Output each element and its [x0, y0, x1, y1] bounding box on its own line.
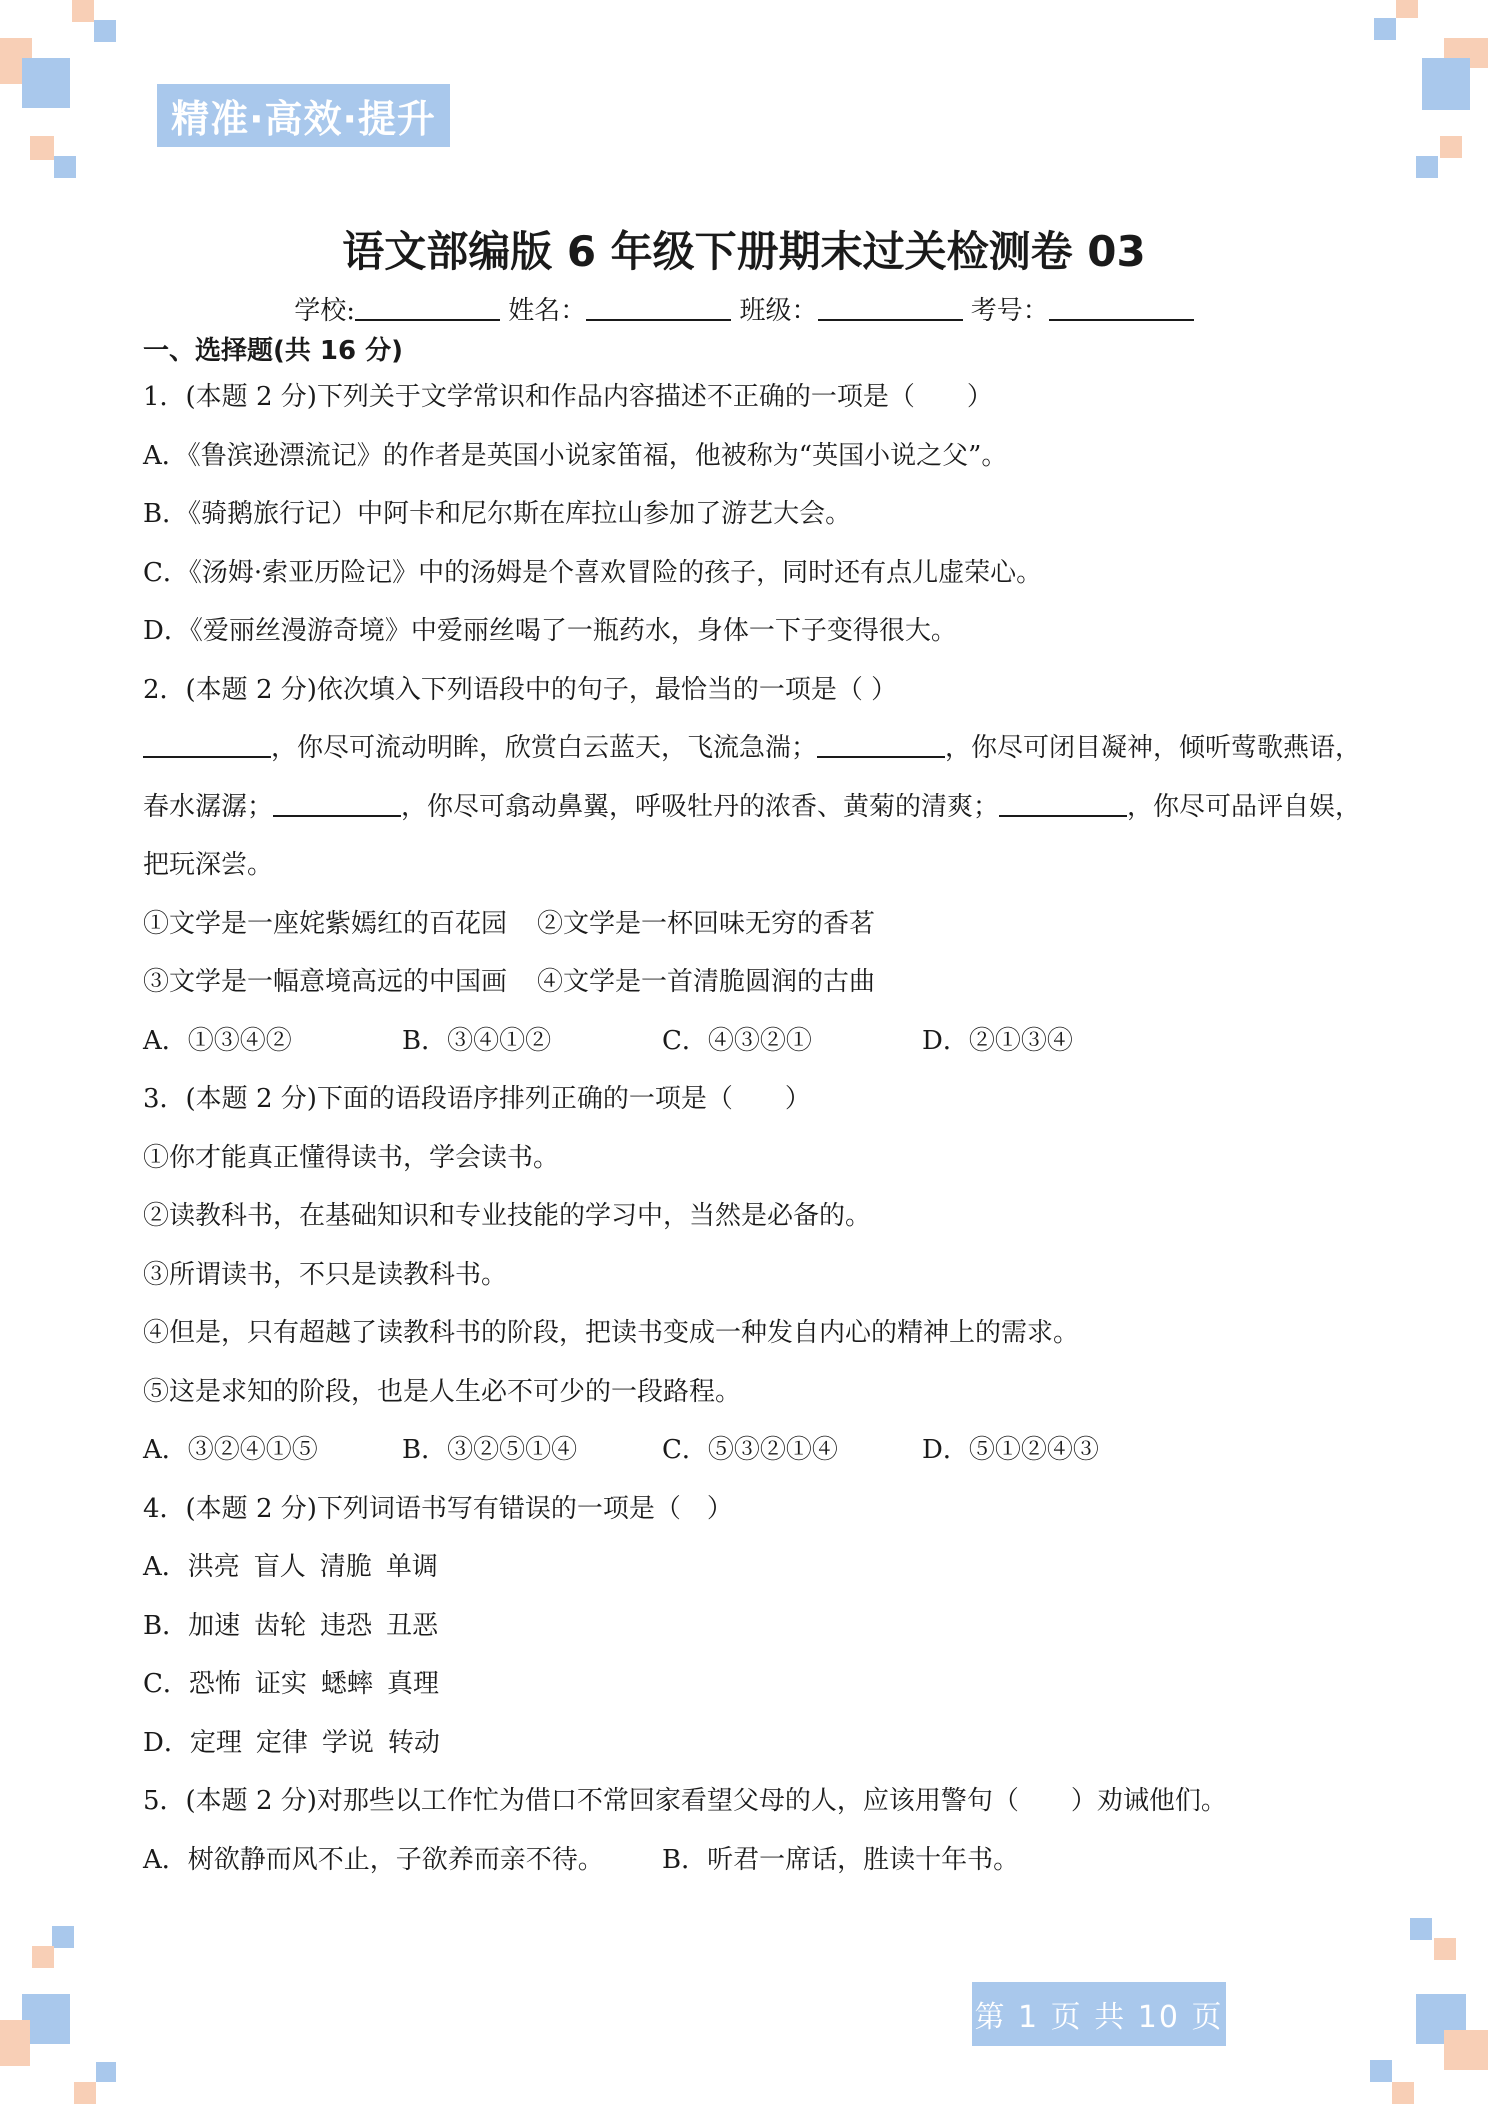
q3-option-a[interactable]: A．③②④①⑤	[143, 1435, 318, 1465]
option-letter: A．	[143, 1552, 188, 1582]
sentence-2: ②文学是一杯回味无穷的香茗	[537, 909, 876, 939]
page-indicator: 第 1 页 共 10 页	[972, 1982, 1226, 2046]
word: 违恐	[320, 1611, 373, 1641]
word: 真理	[386, 1669, 439, 1699]
word: 学说	[321, 1728, 374, 1758]
blank	[999, 789, 1127, 817]
q5-stem: 5．(本题 2 分)对那些以工作忙为借口不常回家看望父母的人，应该用警句（ ）劝诫他们。	[143, 1786, 1227, 1816]
q2-passage-line-2	[143, 787, 1361, 827]
q4-stem: 4．(本题 2 分)下列词语书写有错误的一项是（ ）	[143, 1494, 733, 1524]
passage-text: 春水潺潺；	[143, 792, 274, 822]
q2-passage-line-1	[143, 728, 1361, 768]
q5-option-b[interactable]: B．听君一席话，胜读十年书。	[662, 1845, 1020, 1875]
q1-option-c[interactable]: C．《汤姆·索亚历险记》中的汤姆是个喜欢冒险的孩子，同时还有点儿虚荣心。	[143, 558, 1043, 588]
word: 定理	[189, 1728, 242, 1758]
blank	[273, 789, 401, 817]
sentence-1: ①文学是一座姹紫嫣红的百花园	[143, 909, 508, 939]
name-label: 姓名：	[508, 296, 587, 326]
q2-sentences-row-2	[143, 962, 875, 1002]
q4-option-d[interactable]	[143, 1723, 454, 1763]
sentence-3: ③文学是一幅意境高远的中国画	[143, 967, 508, 997]
word: 加速	[188, 1611, 241, 1641]
q2-option-a[interactable]: A．①③④②	[143, 1026, 292, 1056]
brand-banner: 精准·高效·提升	[157, 84, 450, 147]
blank	[817, 730, 945, 758]
q2-option-d[interactable]: D．②①③④	[922, 1026, 1073, 1056]
q3-option-c[interactable]: C．⑤③②①④	[662, 1435, 838, 1465]
q1-option-a[interactable]: A．《鲁滨逊漂流记》的作者是英国小说家笛福，他被称为“英国小说之父”。	[143, 441, 1008, 471]
q3-line-5: ⑤这是求知的阶段，也是人生必不可少的一段路程。	[143, 1377, 742, 1407]
blank	[143, 730, 271, 758]
word: 定律	[255, 1728, 308, 1758]
option-letter: C．	[143, 1669, 189, 1699]
q2-sentences-row-1	[143, 904, 875, 944]
passage-text: ，你尽可翕动鼻翼，呼吸牡丹的浓香、黄菊的清爽；	[401, 792, 1000, 822]
q2-stem: 2．(本题 2 分)依次填入下列语段中的句子，最恰当的一项是（ ）	[143, 675, 898, 705]
word: 蟋蟀	[320, 1669, 373, 1699]
q1-stem: 1．(本题 2 分)下列关于文学常识和作品内容描述不正确的一项是（ ）	[143, 382, 993, 412]
school-field[interactable]	[355, 293, 500, 321]
q3-line-3: ③所谓读书，不只是读教科书。	[143, 1260, 508, 1290]
exam-no-label: 考号：	[970, 296, 1049, 326]
option-letter: B．	[143, 1611, 189, 1641]
q3-option-d[interactable]: D．⑤①②④③	[922, 1435, 1099, 1465]
q4-option-c[interactable]	[143, 1664, 453, 1704]
q1-option-d[interactable]: D．《爱丽丝漫游奇境》中爱丽丝喝了一瓶药水，身体一下子变得很大。	[143, 616, 957, 646]
section-heading: 一、选择题(共 16 分)	[143, 336, 404, 366]
q1-option-b[interactable]: B．《骑鹅旅行记）中阿卡和尼尔斯在库拉山参加了游艺大会。	[143, 499, 852, 529]
q2-passage-line-3: 把玩深尝。	[143, 850, 274, 880]
q5-option-a[interactable]: A．树欲静而风不止，子欲养而亲不待。	[143, 1845, 604, 1875]
school-label: 学校:	[294, 296, 355, 326]
sentence-4: ④文学是一首清脆圆润的古曲	[537, 967, 876, 997]
q3-line-4: ④但是，只有超越了读教科书的阶段，把读书变成一种发自内心的精神上的需求。	[143, 1318, 1080, 1348]
word: 清脆	[319, 1552, 372, 1582]
q3-option-b[interactable]: B．③②⑤①④	[402, 1435, 578, 1465]
word: 洪亮	[187, 1552, 240, 1582]
passage-text: ，你尽可流动明眸，欣赏白云蓝天，飞流急湍；	[271, 733, 818, 763]
name-field[interactable]	[586, 293, 731, 321]
word: 恐怖	[188, 1669, 241, 1699]
q4-option-b[interactable]	[143, 1606, 452, 1646]
word: 单调	[385, 1552, 438, 1582]
q4-option-a[interactable]	[143, 1547, 452, 1587]
word: 齿轮	[254, 1611, 307, 1641]
word: 转动	[387, 1728, 440, 1758]
q3-stem: 3．(本题 2 分)下面的语段语序排列正确的一项是（ ）	[143, 1084, 811, 1114]
q3-line-2: ②读教科书，在基础知识和专业技能的学习中，当然是必备的。	[143, 1201, 872, 1231]
word: 证实	[254, 1669, 307, 1699]
passage-text: ，你尽可品评自娱，	[1127, 792, 1362, 822]
class-label: 班级：	[739, 296, 818, 326]
q2-option-c[interactable]: C．④③②①	[662, 1026, 812, 1056]
word: 盲人	[253, 1552, 306, 1582]
option-letter: D．	[143, 1728, 190, 1758]
q3-line-1: ①你才能真正懂得读书，学会读书。	[143, 1143, 560, 1173]
page-title: 语文部编版 6 年级下册期末过关检测卷 03	[342, 227, 1146, 276]
exam-no-field[interactable]	[1049, 293, 1194, 321]
q2-option-b[interactable]: B．③④①②	[402, 1026, 552, 1056]
word: 丑恶	[386, 1611, 439, 1641]
class-field[interactable]	[818, 293, 963, 321]
student-info-line	[0, 291, 1488, 331]
passage-text: ，你尽可闭目凝神，倾听莺歌燕语，	[945, 733, 1362, 763]
